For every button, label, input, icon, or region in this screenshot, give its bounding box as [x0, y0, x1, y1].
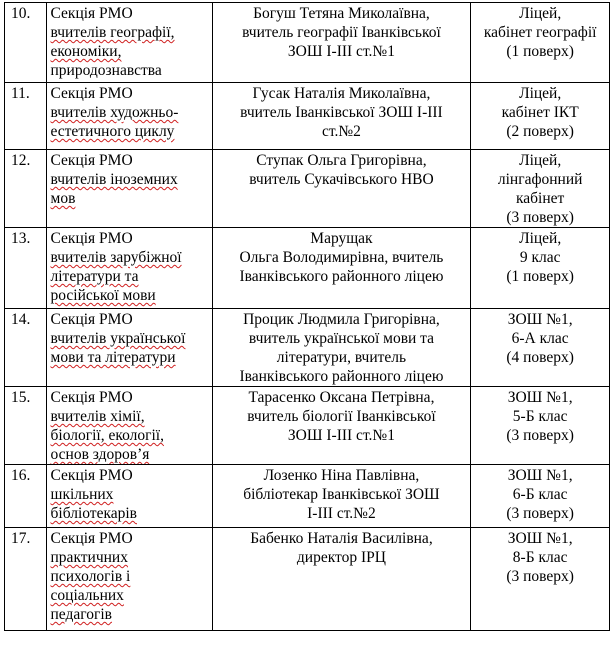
row-number: 14. — [5, 309, 47, 387]
meeting-place-line: лінгафонний — [497, 171, 583, 188]
meeting-place — [471, 309, 610, 387]
section-name-line: Секція РМО — [50, 311, 133, 328]
section-name-line: природознавства — [50, 62, 162, 79]
meeting-place-line: (2 поверх) — [506, 123, 574, 140]
meeting-place-line: (1 поверх) — [506, 43, 574, 60]
table-row — [5, 228, 610, 309]
section-name-line: Секція РМО — [50, 389, 133, 406]
section-name-line: практичних — [50, 549, 128, 566]
table-row — [5, 465, 610, 528]
responsible-person-line: літератури, вчитель — [276, 349, 407, 366]
meeting-place-line: ЗОШ №1, — [507, 467, 573, 484]
meeting-place-line: Ліцей, — [519, 152, 562, 169]
meeting-place-line: (4 поверх) — [506, 349, 574, 366]
meeting-place-line: (3 поверх) — [506, 568, 574, 585]
section-name-line: вчителів хімії, — [50, 408, 145, 425]
section-name — [46, 3, 212, 83]
section-name-line: Секція РМО — [50, 530, 133, 547]
table-row — [5, 150, 610, 228]
section-name-line: вчителів іноземних — [50, 171, 178, 188]
section-name-line: вчителів української — [50, 330, 186, 347]
section-name-line: соціальних — [50, 587, 124, 604]
meeting-place-line: ЗОШ №1, — [507, 530, 573, 547]
responsible-person — [212, 387, 471, 465]
section-name-line: естетичного циклу — [50, 123, 175, 140]
responsible-person-line: Процик Людмила Григорівна, — [243, 311, 440, 328]
meeting-place — [471, 83, 610, 150]
meeting-place-line: 5-Б клас — [512, 408, 568, 425]
table-row — [5, 3, 610, 83]
section-name-line: вчителів зарубіжної — [50, 249, 182, 266]
responsible-person-line: вчитель української мови та — [248, 330, 435, 347]
meeting-place — [471, 465, 610, 528]
responsible-person — [212, 3, 471, 83]
meeting-place-line: Ліцей, — [519, 5, 562, 22]
section-name-line: Секція РМО — [50, 467, 133, 484]
responsible-person-line: Гусак Наталія Миколаївна, — [252, 85, 431, 102]
section-name — [46, 150, 212, 228]
meeting-place — [471, 387, 610, 465]
responsible-person-line: Іванківського районного ліцею — [239, 368, 444, 385]
table-row — [5, 528, 610, 631]
section-name-line: шкільних — [50, 486, 114, 503]
section-name-line: вчителів художньо- — [50, 104, 179, 121]
meeting-place-line: (3 поверх) — [506, 505, 574, 522]
section-name — [46, 228, 212, 309]
responsible-person-line: бібліотекар Іванківської ЗОШ — [243, 486, 440, 503]
responsible-person-line: Тарасенко Оксана Петрівна, — [248, 389, 435, 406]
responsible-person-line: ЗОШ І-ІІІ ст.№1 — [287, 43, 395, 60]
responsible-person-line: Лозенко Ніна Павлівна, — [263, 467, 420, 484]
row-number: 16. — [5, 465, 47, 528]
section-name-line: економіки, — [50, 43, 122, 60]
section-name-line: основ здоров’я — [50, 446, 150, 463]
section-name-line: педагогів — [50, 606, 112, 623]
meeting-place-line: Ліцей, — [519, 230, 562, 247]
section-name-line: мови та літератури — [50, 349, 176, 366]
sections-table-body — [5, 3, 610, 631]
meeting-place — [471, 528, 610, 631]
responsible-person-line: вчитель географії Іванківської — [242, 24, 441, 41]
row-number: 11. — [5, 83, 47, 150]
row-number: 17. — [5, 528, 47, 631]
responsible-person — [212, 465, 471, 528]
responsible-person-line: Марущак — [310, 230, 373, 247]
meeting-place — [471, 3, 610, 83]
section-name-line: російської мови — [50, 287, 156, 304]
responsible-person-line: Ольга Володимирівна, вчитель — [239, 249, 444, 266]
sections-table — [4, 2, 610, 631]
responsible-person-line: директор ІРЦ — [296, 549, 386, 566]
responsible-person-line: ст.№2 — [321, 123, 361, 140]
meeting-place-line: (3 поверх) — [506, 427, 574, 444]
meeting-place-line: кабінет географії — [483, 24, 597, 41]
section-name-line: Секція РМО — [50, 230, 133, 247]
section-name-line: мов — [50, 190, 76, 207]
section-name-line: бібліотекарів — [50, 505, 137, 522]
meeting-place-line: (3 поверх) — [506, 209, 574, 226]
responsible-person-line: вчитель біології Іванківської — [247, 408, 436, 425]
meeting-place-line: (1 поверх) — [506, 268, 574, 285]
meeting-place-line: ЗОШ №1, — [507, 311, 573, 328]
row-number: 15. — [5, 387, 47, 465]
meeting-place-line: 9 клас — [519, 249, 561, 266]
responsible-person-line: Богуш Тетяна Миколаївна, — [253, 5, 430, 22]
meeting-place-line: ЗОШ №1, — [507, 389, 573, 406]
responsible-person-line: вчитель Сукачівського НВО — [249, 171, 434, 188]
responsible-person-line: вчитель Іванківської ЗОШ І-ІІІ — [240, 104, 443, 121]
section-name — [46, 528, 212, 631]
table-row — [5, 309, 610, 387]
section-name-line: Секція РМО — [50, 5, 133, 22]
section-name — [46, 465, 212, 528]
responsible-person-line: І-ІІІ ст.№2 — [307, 505, 376, 522]
meeting-place-line: Ліцей, — [519, 85, 562, 102]
table-row — [5, 387, 610, 465]
responsible-person-line: ЗОШ І-ІІІ ст.№1 — [287, 427, 395, 444]
responsible-person — [212, 150, 471, 228]
responsible-person-line: Ступак Ольга Григорівна, — [256, 152, 427, 169]
meeting-place-line: кабінет ІКТ — [501, 104, 579, 121]
meeting-place-line: 8-Б клас — [512, 549, 568, 566]
section-name — [46, 387, 212, 465]
meeting-place-line: 6-А клас — [511, 330, 569, 347]
responsible-person — [212, 528, 471, 631]
section-name — [46, 309, 212, 387]
section-name-line: Секція РМО — [50, 85, 133, 102]
responsible-person — [212, 309, 471, 387]
meeting-place-line: кабінет — [515, 190, 565, 207]
meeting-place-line: 6-Б клас — [512, 486, 568, 503]
section-name-line: біології, екології, — [50, 427, 164, 444]
responsible-person-line: Бабенко Наталія Василівна, — [250, 530, 433, 547]
row-number: 10. — [5, 3, 47, 83]
meeting-place — [471, 150, 610, 228]
section-name — [46, 83, 212, 150]
table-row — [5, 83, 610, 150]
responsible-person — [212, 228, 471, 309]
section-name-line: психологів і — [50, 568, 131, 585]
responsible-person — [212, 83, 471, 150]
responsible-person-line: Іванківського районного ліцею — [239, 268, 444, 285]
section-name-line: вчителів географії, — [50, 24, 175, 41]
row-number: 13. — [5, 228, 47, 309]
section-name-line: Секція РМО — [50, 152, 133, 169]
meeting-place — [471, 228, 610, 309]
row-number: 12. — [5, 150, 47, 228]
section-name-line: літератури та — [50, 268, 139, 285]
